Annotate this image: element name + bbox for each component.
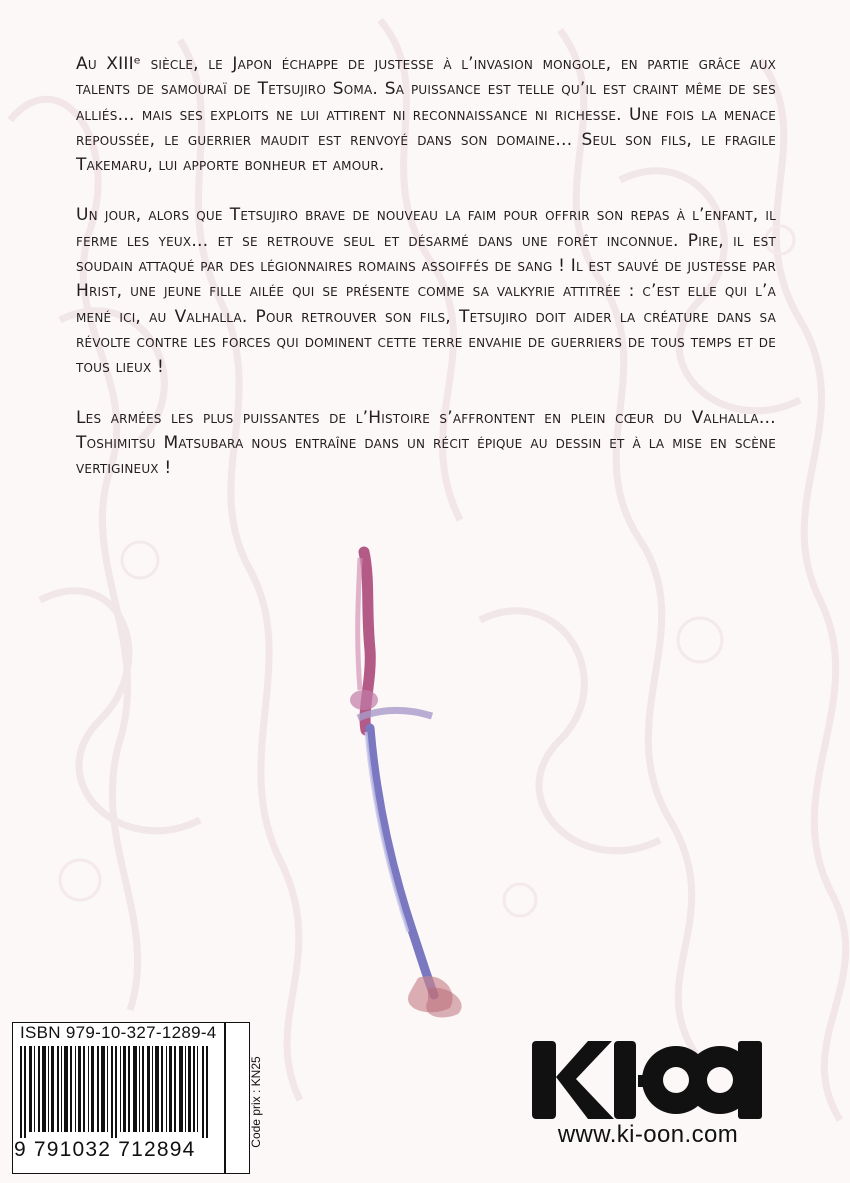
ean-digits: 9 791032 712894 — [14, 1138, 196, 1161]
blurb-paragraph-2: Un jour, alors que Tetsujiro brave de nouveau la faim pour offrir son repas à l’enfant, il ferme les yeux… et se retrouve seul et désarmé dans une forêt inconnue. Pire, il est soudain attaqué par des légionnaires romains assoiffés de sang ! Il est sauvé de justesse par Hrist, une jeune fille ailée qui se présente comme sa valkyrie attitrée : c’est elle qui l’a mené ici, au Valhalla. Pour retrouver son fils, Tetsujiro doit aider la créature dans sa révolte contre les forces qui dominent cette terre envahie de guerriers de tous temps et de tous lieux ! — [76, 205, 776, 378]
logo-kana: キューン — [646, 1092, 682, 1102]
barcode-image — [20, 1046, 210, 1138]
blurb-paragraph-1: Au XIIIᵉ siècle, le Japon échappe de justesse à l’invasion mongole, en partie grâce aux talents de samouraï de Tetsujiro Soma. Sa puissance est telle qu’il est craint même de ses alliés… mais ses exploits ne lui attirent ni reconnaissance ni richesse. Une fois la menace repoussée, le guerrier maudit est renvoyé dans son domaine… Seul son fils, le fragile Takemaru, lui apporte bonheur et amour. — [76, 54, 776, 176]
publisher-url[interactable]: www.ki-oon.com — [557, 1121, 739, 1148]
price-code: Code prix : KN25 — [249, 1056, 263, 1148]
blurb-paragraph-3: Les armées les plus puissantes de l’Histoire s’affrontent en plein cœur du Valhalla… Toshimitsu Matsubara nous entraîne dans un récit épique au dessin et à la mise en scène vertigineux ! — [76, 407, 776, 479]
ki-oon-logo — [528, 1035, 768, 1127]
back-cover-blurb — [76, 52, 776, 506]
price-code-divider — [224, 1023, 226, 1173]
isbn-number: ISBN 979-10-327-1289-4 — [20, 1023, 217, 1042]
sword-illustration — [300, 540, 480, 1030]
